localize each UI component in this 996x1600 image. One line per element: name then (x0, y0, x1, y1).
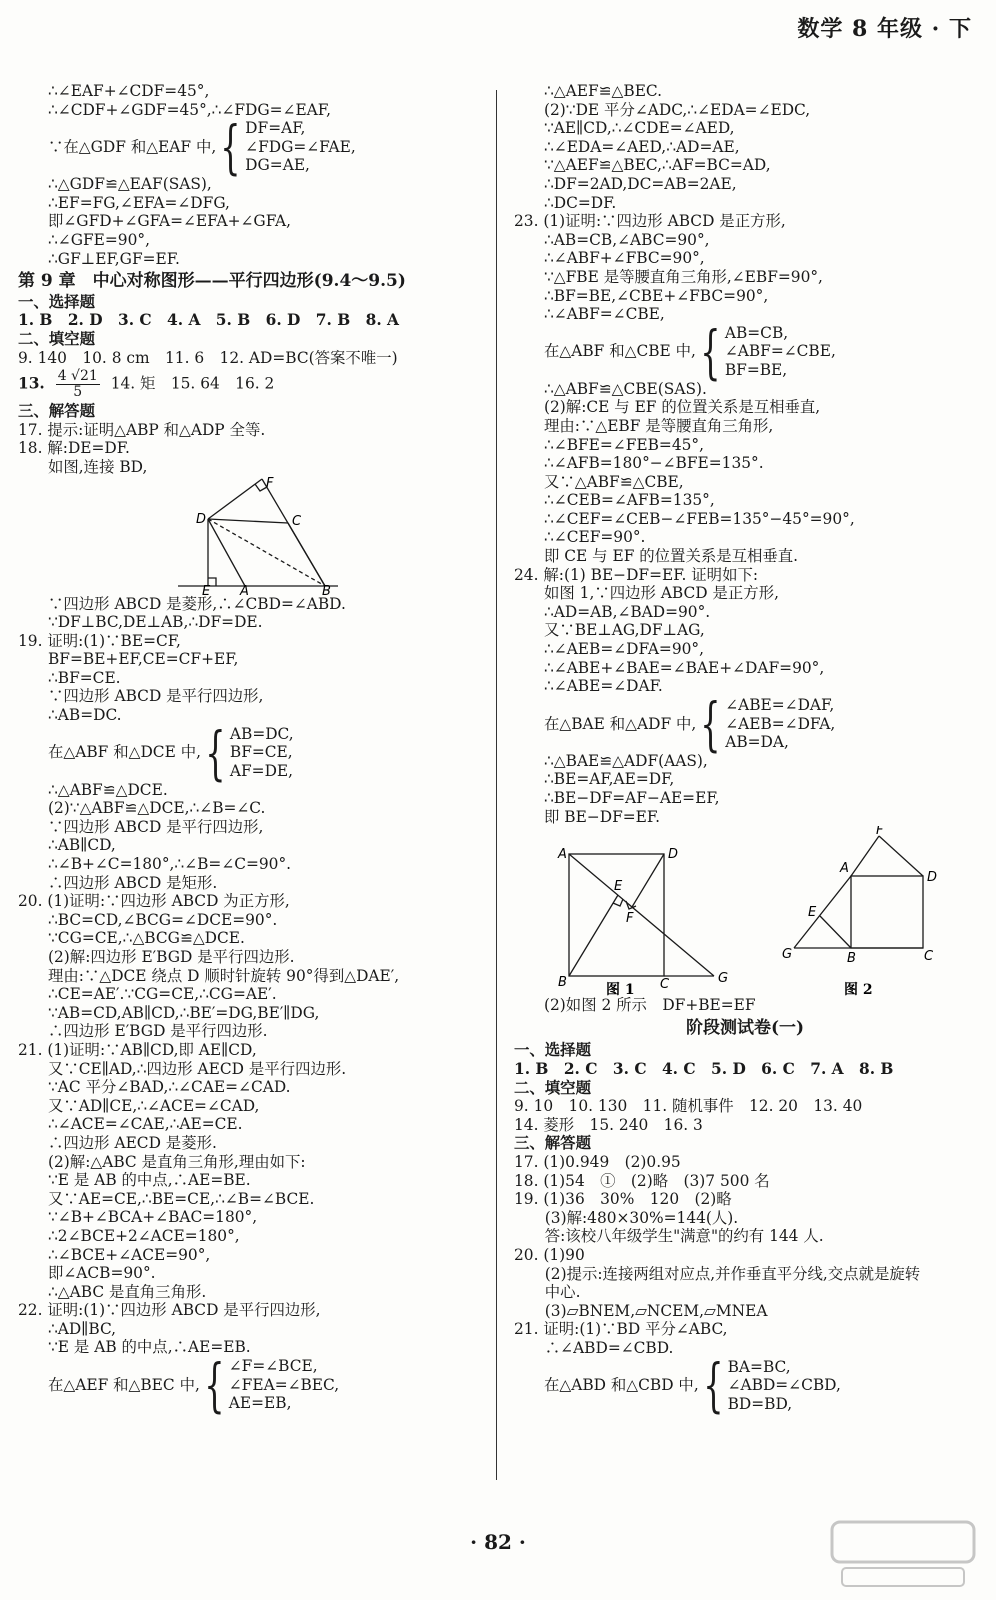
text-line: ∴BF=BE,∠CBE+∠FBC=90°, (544, 286, 769, 305)
equation-system (514, 689, 976, 758)
equation-system (18, 113, 488, 182)
right-column (514, 82, 976, 1420)
segment-df (208, 479, 262, 519)
text-line: ∵AC 平分∠BAD,∴∠CAE=∠CAD. (48, 1078, 291, 1097)
text-line: ∵AB=CD,AB∥CD,∴BE′=DG,BE′∥DG, (48, 1003, 320, 1022)
system-row: ∠F=∠BCE, (228, 1357, 318, 1376)
system-row: DF=AF, (245, 119, 306, 138)
text-line: ∴∠EAF+∠CDF=45°, (48, 82, 210, 100)
text-line: ∴BE=AF,AE=DF, (544, 770, 675, 789)
text-line: (2)解:△ABC 是直角三角形,理由如下: (48, 1152, 306, 1171)
text-line: 24. 解:(1) BE−DF=EF. 证明如下: (514, 565, 759, 584)
segment-ag (794, 876, 851, 948)
system-row: AB=DA, (725, 733, 789, 752)
system-prefix: 在△ABF 和△DCE 中, (48, 743, 201, 762)
text-line: 23. (1)证明:∵四边形 ABCD 是正方形, (514, 212, 786, 231)
answer-line: 17. (1)0.949 (2)0.95 (514, 1152, 681, 1171)
fraction-denominator: 5 (73, 384, 83, 401)
text-line: 如图,连接 BD, (48, 457, 148, 476)
point-label: B (322, 583, 331, 595)
point-label: E (808, 905, 817, 921)
text-line: 即∠GFD+∠GFA=∠EFA+∠GFA, (48, 212, 292, 231)
system-prefix: 在△BAE 和△ADF 中, (544, 714, 697, 733)
text-line: ∵E 是 AB 的中点,∴AE=EB. (48, 1338, 251, 1357)
text-line: ∴∠ABF=∠CBE, (544, 305, 665, 324)
text-line: 又∵△ABF≌△CBE, (544, 472, 684, 491)
text-line: (2)如图 2 所示 DF+BE=EF (544, 996, 756, 1015)
point-label: E (614, 879, 623, 895)
text-line: ∵CG=CE,∴△BCG≌△DCE. (48, 929, 245, 948)
text-line: 17. 提示:证明△ABP 和△ADP 全等. (18, 420, 266, 439)
equation-system (514, 317, 976, 386)
text-line: ∴∠BFE=∠FEB=45°, (544, 435, 704, 454)
text-line: 即 CE 与 EF 的位置关系是互相垂直. (544, 547, 799, 566)
system-row: BF=CE, (229, 743, 293, 762)
brace-icon: { (700, 317, 721, 386)
text-line: BF=BE+EF,CE=CF+EF, (48, 650, 239, 669)
square-abcd (851, 876, 923, 948)
text-line: 理由:∵△DCE 绕点 D 顺时针旋转 90°得到△DAE′, (48, 966, 400, 985)
text-line: (2)解:四边形 E′BGD 是平行四边形. (48, 948, 295, 966)
answer-line (18, 369, 488, 400)
text-line: ∴AB=CB,∠ABC=90°, (544, 230, 710, 249)
section-heading: 二、填空题 (18, 329, 95, 348)
answer-line: 答:该校八年级学生"满意"的约有 144 人. (514, 1227, 824, 1246)
segment-be (569, 895, 618, 976)
text-line: ∴∠ABF+∠FBC=90°, (544, 249, 705, 268)
system-row: BD=BD, (727, 1394, 793, 1413)
point-label: D (927, 870, 938, 886)
system-row: AB=CB, (724, 323, 789, 342)
system-row: ∠ABD=∠CBD, (727, 1376, 841, 1395)
system-row: BF=BE, (724, 361, 788, 380)
system-row: BA=BC, (727, 1357, 791, 1376)
brace-icon: { (700, 689, 721, 758)
answer-line: 9. 10 10. 130 11. 随机事件 12. 20 13. 40 (514, 1097, 863, 1116)
point-label: D (668, 847, 679, 863)
point-label: G (782, 947, 793, 963)
brace-icon: { (205, 718, 226, 787)
system-row: ∠AEB=∠DFA, (725, 714, 836, 733)
section-heading: 三、解答题 (18, 402, 95, 421)
text-line: ∵∠B+∠BCA+∠BAC=180°, (48, 1208, 258, 1227)
text-line: ∴△ABF≌△DCE. (48, 780, 168, 799)
text-line: ∴DC=DF. (544, 193, 617, 212)
brace-icon: { (220, 113, 241, 182)
point-label: A (558, 847, 567, 863)
system-row: ∠ABE=∠DAF, (725, 695, 835, 714)
system-row: ∠ABF=∠CBE, (724, 342, 836, 361)
text-line: ∴AB=DC. (48, 706, 122, 725)
answer-line: (2)提示:连接两组对应点,并作垂直平分线,交点就是旋转 (514, 1264, 921, 1283)
system-prefix: 在△ABD 和△CBD 中, (544, 1376, 699, 1395)
text-line: ∴△GDF≌△EAF(SAS), (48, 175, 212, 194)
text-line: ∵四边形 ABCD 是平行四边形, (48, 687, 264, 706)
text-line: ∴∠ACE=∠CAE,∴AE=CE. (48, 1115, 243, 1134)
point-label: D (196, 511, 207, 527)
square-abcd (569, 854, 664, 976)
text-line: ∴四边形 AECD 是菱形. (48, 1133, 217, 1152)
point-label: A (840, 861, 849, 877)
fraction-numerator: 4 √21 (57, 368, 98, 385)
brace-icon: { (703, 1351, 724, 1420)
point-label: C (660, 977, 670, 993)
text-line: ∴BE−DF=AF−AE=EF, (544, 789, 720, 807)
point-label: B (847, 951, 856, 967)
answer-line: ∴∠ABD=∠CBD. (514, 1338, 674, 1357)
system-row: ∠FEA=∠BEC, (228, 1375, 340, 1394)
system-row: AE=EB, (228, 1394, 292, 1413)
text-line: ∴∠CEB=∠AFB=135°, (544, 491, 715, 510)
page-number: · 82 · (470, 1530, 526, 1554)
text-line: ∵四边形 ABCD 是平行四边形, (48, 817, 264, 836)
text-line: ∴△AEF≌△BEC. (544, 82, 663, 100)
point-label: B (558, 975, 567, 991)
section-heading: 一、选择题 (18, 292, 95, 311)
figure-caption: 图 1 (606, 982, 635, 997)
text-line: 20. (1)证明:∵四边形 ABCD 为正方形, (18, 892, 290, 911)
answer-line: 14. 菱形 15. 240 16. 3 (514, 1115, 703, 1134)
answer-line: 21. 证明:(1)∵BD 平分∠ABC, (514, 1320, 728, 1339)
segment-df (632, 854, 664, 907)
text-line: 22. 证明:(1)∵四边形 ABCD 是平行四边形, (18, 1301, 321, 1320)
system-row: AF=DE, (229, 761, 294, 780)
answer-text: 14. 矩 15. 64 16. 2 (110, 374, 275, 393)
watermark-logo-icon (828, 1518, 978, 1590)
text-line: ∴△ABF≌△CBE(SAS). (544, 379, 707, 398)
text-line: 又∵BE⊥AG,DF⊥AG, (544, 621, 705, 640)
answer-line: 1. B 2. D 3. C 4. A 5. B 6. D 7. B 8. A (18, 311, 399, 330)
section-heading: 二、填空题 (514, 1078, 591, 1097)
answer-line: (3)▱BNEM,▱NCEM,▱MNEA (514, 1301, 768, 1320)
answer-line: 1. B 2. C 3. C 4. C 5. D 6. C 7. A 8. B (514, 1059, 894, 1078)
text-line: ∵AE∥CD,∴∠CDE=∠AED, (544, 119, 735, 138)
page-header: 数学 8 年级 · 下 (797, 16, 972, 42)
segment-fd (879, 836, 923, 876)
text-line: ∴∠EDA=∠AED,∴AD=AE, (544, 137, 740, 156)
text-line: ∴∠B+∠C=180°,∴∠B=∠C=90°. (48, 855, 292, 874)
answer-line: 19. (1)36 30% 120 (2)略 (514, 1190, 732, 1209)
segment-fb (262, 476, 325, 586)
text-line: 21. (1)证明:∵AB∥CD,即 AE∥CD, (18, 1040, 257, 1059)
figure-18-diagram (18, 477, 488, 595)
section-title: 阶段测试卷(一) (685, 1017, 805, 1038)
system-prefix: 在△AEF 和△BEC 中, (48, 1375, 200, 1394)
text-line: 18. 解:DE=DF. (18, 439, 130, 458)
point-label: G (718, 971, 729, 987)
column-divider (496, 90, 497, 1480)
text-line: ∴∠CDF+∠GDF=45°,∴∠FDG=∠EAF, (48, 100, 331, 119)
diagonal-bd (208, 519, 325, 586)
section-heading: 三、解答题 (514, 1134, 591, 1153)
text-line: ∴四边形 ABCD 是矩形. (48, 873, 218, 892)
text-line: ∴DF=2AD,DC=AB=2AE, (544, 174, 737, 193)
text-line: ∴AB∥CD, (48, 836, 116, 855)
text-line: ∴EF=FG,∠EFA=∠DFG, (48, 193, 230, 212)
text-line: 又∵AD∥CE,∴∠ACE=∠CAD, (48, 1096, 260, 1115)
point-label: A (240, 583, 249, 595)
text-line: ∴△ABC 是直角三角形. (48, 1282, 207, 1301)
text-line: 又∵CE∥AD,∴四边形 AECD 是平行四边形. (48, 1059, 347, 1078)
point-label: F (876, 826, 884, 839)
system-row: DG=AE, (245, 156, 310, 175)
brace-icon: { (204, 1351, 225, 1420)
fraction (56, 369, 100, 400)
point-label: C (292, 513, 302, 529)
text-line: (2)∵DE 平分∠ADC,∴∠EDA=∠EDC, (544, 100, 811, 119)
text-line: ∴∠AFB=180°−∠BFE=135°. (544, 454, 764, 473)
text-line: ∴BC=CD,∠BCG=∠DCE=90°. (48, 910, 278, 929)
point-label: F (626, 911, 634, 927)
answer-line: 中心. (514, 1283, 581, 1302)
text-line: ∴∠GFE=90°, (48, 230, 150, 249)
text-line: 理由:∵△EBF 是等腰直角三角形, (544, 416, 774, 435)
text-line: ∵△FBE 是等腰直角三角形,∠EBF=90°, (544, 267, 823, 286)
point-label: E (202, 583, 211, 595)
segment-af (851, 836, 879, 876)
text-line: ∴CE=AE′.∵CG=CE,∴CG=AE′. (48, 985, 277, 1004)
text-line: ∴∠ABE=∠DAF. (544, 677, 663, 696)
text-line: 即∠ACB=90°. (48, 1264, 156, 1283)
text-line: ∵E 是 AB 的中点,∴AE=BE. (48, 1171, 251, 1190)
text-line: ∴△BAE≌△ADF(AAS), (544, 751, 708, 770)
answer-line: 20. (1)90 (514, 1245, 585, 1264)
system-prefix: 在△ABF 和△CBE 中, (544, 342, 696, 361)
text-line: ∴BF=CE. (48, 668, 121, 687)
text-line: ∴∠CEF=∠CEB−∠FEB=135°−45°=90°, (544, 509, 855, 528)
text-line: ∴2∠BCE+2∠ACE=180°, (48, 1226, 240, 1245)
text-line: 又∵AE=CE,∴BE=CE,∴∠B=∠BCE. (48, 1189, 315, 1208)
text-line: ∴AD∥BC, (48, 1319, 117, 1338)
text-line: (2)解:CE 与 EF 的位置关系是互相垂直, (544, 398, 821, 417)
text-line: (2)∵△ABF≌△DCE,∴∠B=∠C. (48, 799, 266, 818)
text-line: ∵四边形 ABCD 是菱形,∴∠CBD=∠ABD. (48, 594, 346, 613)
text-line: ∴AD=AB,∠BAD=90°. (544, 602, 711, 621)
text-line: 19. 证明:(1)∵BE=CF, (18, 631, 181, 650)
segment-ag (569, 854, 714, 976)
system-row: AB=DC, (229, 724, 294, 743)
text-line: ∴四边形 E′BGD 是平行四边形. (48, 1022, 268, 1041)
answer-line: 9. 140 10. 8 cm 11. 6 12. AD=BC(答案不唯一) (18, 348, 398, 367)
system-prefix: ∵在△GDF 和△EAF 中, (48, 137, 217, 156)
figures-24-diagram (514, 826, 976, 996)
text-line: ∵DF⊥BC,DE⊥AB,∴DF=DE. (48, 613, 263, 632)
text-line: 如图 1,∵四边形 ABCD 是正方形, (544, 584, 779, 603)
text-line: ∴∠CEF=90°. (544, 528, 646, 547)
point-label: C (924, 949, 934, 965)
chapter-title: 第 9 章 中心对称图形——平行四边形(9.4～9.5) (18, 271, 406, 292)
text-line: ∴∠BCE+∠ACE=90°, (48, 1245, 211, 1264)
point-label: F (266, 476, 274, 491)
text-line: ∴GF⊥EF,GF=EF. (48, 249, 180, 268)
system-row: ∠FDG=∠FAE, (245, 137, 356, 156)
figure-caption: 图 2 (844, 982, 873, 997)
answer-line: (3)解:480×30%=144(人). (514, 1208, 739, 1227)
left-column (18, 82, 488, 1420)
section-heading: 一、选择题 (514, 1041, 591, 1060)
answer-line: 18. (1)54 ① (2)略 (3)7 500 名 (514, 1171, 770, 1190)
text-line: 即 BE−DF=EF. (544, 807, 661, 826)
text-line: ∵△AEF≌△BEC,∴AF=BC=AD, (544, 156, 771, 175)
equation-system (18, 718, 488, 787)
equation-system (514, 1351, 976, 1420)
text-line: ∴∠ABE+∠BAE=∠BAE+∠DAF=90°, (544, 658, 825, 677)
segment-eb (820, 916, 851, 948)
question-number: 13. (18, 374, 45, 393)
equation-system (18, 1351, 488, 1420)
text-line: ∴∠AEB=∠DFA=90°, (544, 640, 705, 659)
segment-dc (208, 519, 288, 523)
